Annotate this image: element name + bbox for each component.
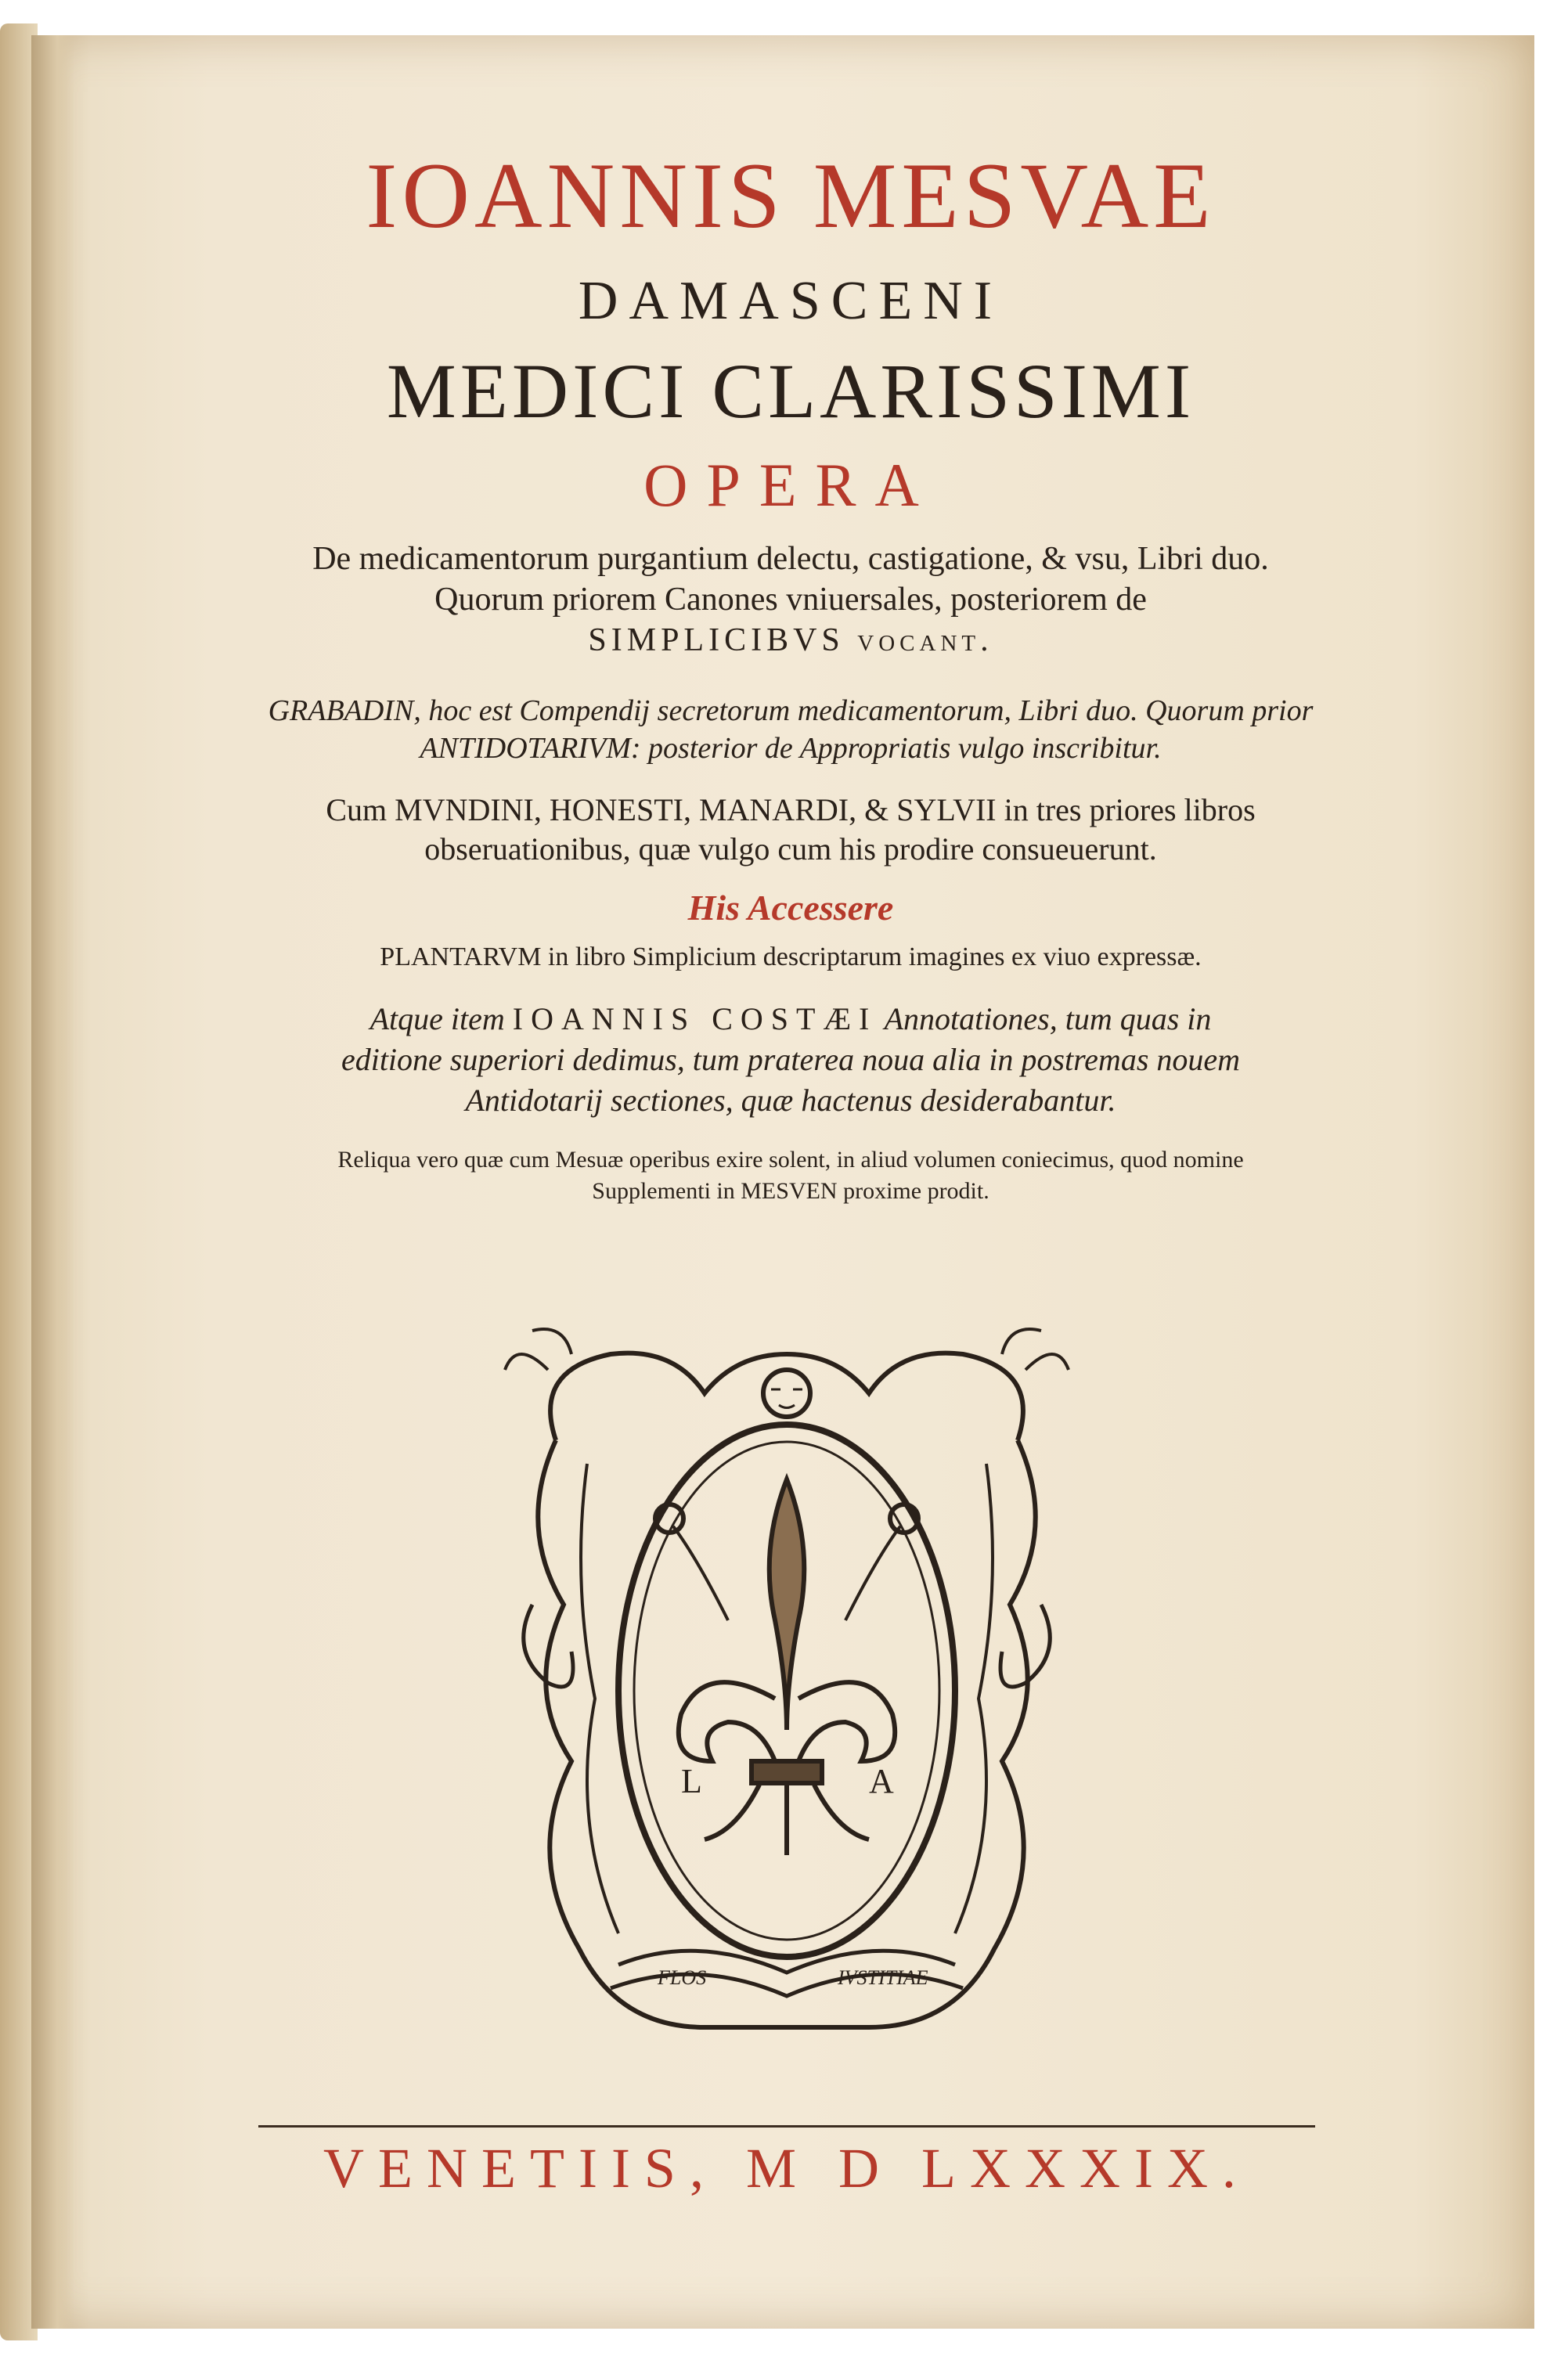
imprint-rule xyxy=(258,2125,1315,2128)
grabadin-line-1: GRABADIN, hoc est Compendij secretorum medicamentorum, Libri duo. Quorum prior xyxy=(268,694,1314,727)
description-line-3: SIMPLICIBVS vocant. xyxy=(588,622,993,658)
printers-device xyxy=(501,1323,1072,2074)
description-line-1: De medicamentorum purgantium delectu, castigatione, & vsu, Libri duo. xyxy=(312,541,1269,577)
reliqua-line-2: Supplementi in MESVEN proxime prodit. xyxy=(592,1178,989,1204)
description-paragraph xyxy=(125,539,1456,661)
costaei-line-1 xyxy=(125,999,1456,1039)
title-page-text xyxy=(125,141,1456,1207)
costaei-paragraph xyxy=(125,999,1456,1121)
grabadin-line-2: ANTIDOTARIVM: posterior de Appropriatis vulgo inscribitur. xyxy=(420,732,1162,765)
commentators-line-1: Cum MVNDINI, HONESTI, MANARDI, & SYLVII in tres priores libros xyxy=(326,792,1256,827)
description-line-2: Quorum priorem Canones vniuersales, posteriorem de xyxy=(434,582,1147,618)
plantarum-line: PLANTARVM in libro Simplicium descriptarum imagines ex viuo expressæ. xyxy=(380,942,1202,971)
author-epithet: DAMASCENI xyxy=(578,271,1004,331)
costaei-name: IOANNIS COSTÆI xyxy=(512,1001,878,1036)
emblem-letter-left: L xyxy=(681,1762,702,1800)
his-accessere-heading: His Accessere xyxy=(687,888,894,928)
emblem-ribbon-left: FLOS xyxy=(658,1966,707,1989)
costaei-line-3: Antidotarij sectiones, quæ hactenus desiderabantur. xyxy=(465,1083,1116,1118)
reliqua-line-1: Reliqua vero quæ cum Mesuæ operibus exire solent, in aliud volumen coniecimus, quod nomine xyxy=(337,1147,1244,1173)
costaei-line-1-a: Atque item xyxy=(369,1001,505,1036)
costaei-line-1-c: Annotationes, tum quas in xyxy=(884,1001,1212,1036)
grabadin-paragraph xyxy=(125,692,1456,767)
emblem-letter-right: A xyxy=(869,1762,894,1800)
page-gutter xyxy=(31,35,74,2329)
work-title: OPERA xyxy=(643,451,938,519)
costaei-line-2: editione superiori dedimus, tum praterea noua alia in postremas nouem xyxy=(341,1042,1241,1077)
author-name: IOANNIS MESVAE xyxy=(366,143,1216,247)
commentators-paragraph xyxy=(125,791,1456,869)
emblem-ribbon-right: IVSTITIAE xyxy=(838,1966,928,1989)
commentators-line-2: obseruationibus, quæ vulgo cum his prodire consueuerunt. xyxy=(424,831,1157,867)
fleur-de-lis-emblem-icon xyxy=(501,1323,1072,2074)
reliqua-paragraph xyxy=(125,1144,1456,1207)
author-title: MEDICI CLARISSIMI xyxy=(386,348,1195,434)
imprint-place-date: VENETIIS, M D LXXXIX. xyxy=(323,2137,1250,2200)
